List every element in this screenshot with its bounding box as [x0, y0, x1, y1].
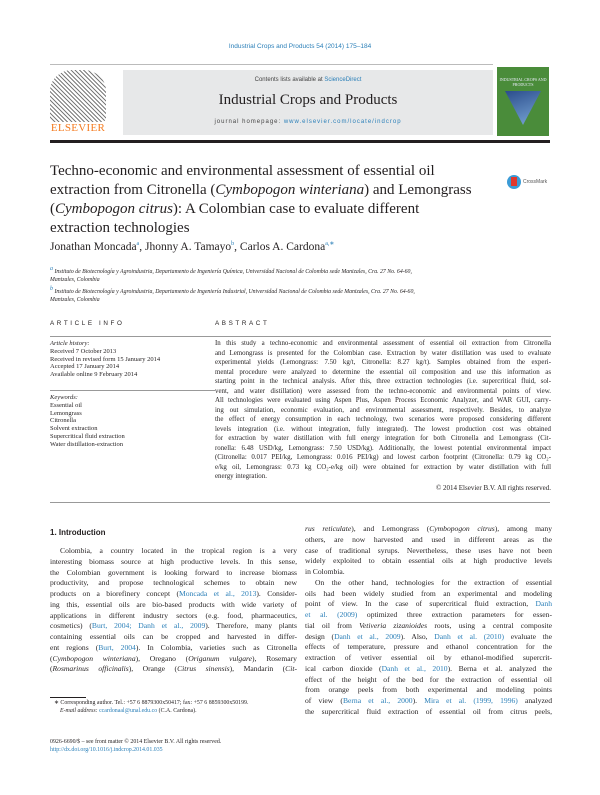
reference-link[interactable]: et al. (2009) — [305, 610, 358, 619]
text-line — [305, 578, 552, 589]
keyword: Solvent extraction — [50, 425, 98, 433]
abstract-line: ronella: 6.48 USD/kg, Lemongrass: 7.50 USD/kg). Additionally, the lowest potential environmental impact — [215, 444, 551, 452]
email-line: E-mail address: ccardonaal@unal.edu.co (C.A. Cardona). — [60, 708, 197, 715]
text-line — [305, 632, 552, 643]
abstract-line: for extraction by water distillation with full energy integration for both Citronella and Lemongrass (Cit- — [215, 435, 551, 442]
abstract-text — [215, 339, 551, 482]
doi-link[interactable]: http://dx.doi.org/10.1016/j.indcrop.2014.01.035 — [50, 747, 163, 754]
text-span: ). In Colombia, varieties such as Citronella — [135, 642, 297, 652]
email-link[interactable]: ccardonaal@unal.edu.co — [99, 708, 158, 715]
abstract-line: starting point in the technical analysis. After this, three extraction technologies (i.e. supercritical fluid, sol- — [215, 378, 551, 385]
crossmark-label: CrossMark — [523, 179, 548, 185]
sciencedirect-link[interactable]: ScienceDirect — [324, 77, 362, 83]
divider — [215, 336, 551, 337]
reference-link[interactable]: Berna et al., 2000 — [342, 696, 413, 705]
homepage-line — [123, 119, 493, 125]
keywords-label: Keywords: — [50, 394, 78, 401]
text-span: On the other hand, technologies for the extraction of essential — [315, 577, 552, 587]
text-line — [50, 181, 500, 200]
text-line — [305, 621, 552, 632]
text-span: the Colombian government is looking forward to increase biomass — [50, 567, 297, 577]
text-line — [50, 664, 297, 675]
tree-logo-icon — [50, 70, 106, 122]
text-span: extraction technologies — [50, 220, 190, 236]
text-line — [305, 535, 552, 546]
contents-line — [123, 77, 493, 83]
text-line — [50, 600, 297, 611]
text-line — [50, 621, 297, 632]
divider — [50, 336, 215, 337]
copyright: © 2014 Elsevier B.V. All rights reserved. — [435, 484, 551, 492]
article-info-heading: ARTICLE INFO — [50, 320, 125, 327]
text-span: ). — [412, 696, 425, 705]
text-span: evaluate the — [504, 631, 552, 641]
text-span: rus reticulate — [305, 524, 352, 533]
history-label: Article history: — [50, 340, 90, 347]
homepage-link[interactable]: www.elsevier.com/locate/indcrop — [283, 119, 402, 125]
text-span: design ( — [305, 631, 335, 641]
divider — [50, 390, 215, 391]
text-span: roots, using a central composite — [427, 620, 552, 630]
footnote-rule — [50, 697, 86, 698]
text-span: oils had been widely studied from an experimental and modeling — [305, 588, 552, 598]
text-span: ), Mandarin ( — [229, 664, 286, 674]
text-span: Cymbopogon citrus — [55, 201, 173, 217]
publisher-name: ELSEVIER — [50, 122, 106, 134]
reference-link[interactable]: Moncada et al., 2013 — [178, 589, 257, 598]
text-line — [50, 557, 297, 568]
text-span: the supercritical fluid extraction of essential oil from citrus peels, — [305, 706, 552, 716]
text-line — [305, 524, 552, 535]
text-line — [50, 654, 297, 665]
issn-block — [50, 738, 221, 755]
text-span: containing essential oils can be cropped and harvested in differ- — [50, 632, 297, 641]
abstract-line: mental procedure were analyzed to determine the essential oil composition and use this information as — [215, 368, 551, 376]
abstract-line: and Lemongrass is presented for the Colombian case. Extraction by water distillation was used to evaluate — [215, 349, 551, 357]
text-span: ent regions ( — [50, 642, 99, 652]
article-history — [50, 340, 160, 379]
reference-link[interactable]: Danh — [535, 599, 552, 609]
affiliation: $^b$ Instituto de Biotecnología y Agroindustria, Departamento de Ingeniería Industrial, Universidad Nacional de Colombia sede Manizales, Cra. 27 No. 64-60, Manizales, Colombia — [50, 285, 415, 303]
text-span: extraction from Citronella ( — [50, 182, 216, 198]
text-line — [305, 589, 552, 600]
corresponding-author: ∗ Corresponding author. Tel.: +57 6 8879300x50417; fax: +57 6 8859300x50199. — [54, 700, 249, 706]
text-span: case of traditional syrups. Nevertheless, these uses have not been — [305, 545, 552, 555]
text-span: Cymbopogon winteriana — [215, 182, 365, 198]
text-span: in Colombia. — [305, 567, 345, 576]
text-span: optimized three extraction parameters for essen- — [357, 610, 552, 619]
divider — [50, 64, 493, 65]
issn: 0926-6690/$ – see front matter © 2014 Elsevier B.V. All rights reserved. — [50, 739, 222, 745]
text-line — [50, 611, 297, 622]
contents-prefix: Contents lists available at — [254, 77, 325, 83]
text-span: effects of temperature, pressure and ethanol concentration for the — [305, 642, 552, 652]
crossmark-button[interactable] — [507, 175, 547, 189]
text-span: products on a biorefinery concept ( — [50, 589, 179, 598]
text-span: Origanum vulgare — [188, 653, 253, 663]
keyword: Water distillation-extraction — [50, 440, 123, 448]
abstract-line: experimental yields (Lemongrass: 7.50 kg/t, Citronella: 8.27 kg/t). Samples obtained from the experi- — [215, 359, 551, 366]
reference-link[interactable]: Mira et al. (1999, 1996) — [424, 696, 518, 705]
keyword: Essential oil — [50, 401, 82, 409]
text-span: Colombia, a country located in the tropical region is a very — [60, 546, 297, 555]
reference-link[interactable]: Burt, 2004 — [98, 642, 136, 652]
keyword: Lemongrass — [50, 409, 82, 417]
text-span: Cymbopogon winteriana — [52, 653, 136, 663]
text-span: ), Orange ( — [128, 664, 178, 674]
abstract-heading: ABSTRACT — [215, 320, 270, 327]
text-span: widely exploited to obtain essential oils at high productive levels — [305, 556, 552, 566]
abstract-line: the effect of energy consumption in each technology, two scenarios were proposed considering different — [215, 416, 551, 423]
text-line — [50, 200, 500, 219]
text-span: effect of the height of the bed for the extraction of essential oil — [305, 674, 552, 684]
author[interactable]: Jonathan Moncada$^a$ — [50, 240, 140, 253]
text-span: Cit- — [285, 664, 297, 674]
reference-link[interactable]: Danh et al. (2010) — [434, 631, 504, 641]
elsevier-logo[interactable] — [50, 70, 106, 135]
text-span: ), Oregano ( — [135, 653, 189, 663]
text-span: ( — [50, 664, 53, 674]
text-line — [50, 568, 297, 579]
text-span: interesting biomass source at high productive levels. In this sense, — [50, 556, 297, 566]
text-line — [305, 685, 552, 696]
text-span: ), among many — [494, 524, 552, 533]
author[interactable]: Jhonny A. Tamayo$^b$ — [144, 240, 235, 253]
text-span: ( — [50, 653, 53, 663]
text-span: ), and Lemongrass ( — [351, 524, 430, 533]
text-span: ing this, essential oils are bio-based products with wide variety of — [50, 599, 297, 609]
text-line — [305, 610, 552, 621]
text-span: ): A Colombian case to evaluate different — [172, 201, 420, 217]
abstract-line: In this study a techno-economic and environmental assessment of essential oil extraction from Citronella — [215, 340, 551, 347]
text-line — [305, 653, 552, 664]
text-line — [305, 696, 552, 707]
cover-image — [505, 91, 541, 125]
abstract-line: energy integration. — [215, 473, 267, 480]
text-line — [305, 707, 552, 718]
text-line — [50, 162, 500, 181]
text-line — [305, 567, 552, 578]
text-span: extraction of vetiver essential oil by ethanol-modified supercrit- — [305, 653, 552, 662]
reference-link[interactable]: Burt, 2004; Danh et al., 2009 — [91, 621, 206, 631]
text-line — [305, 675, 552, 686]
journal-header — [123, 70, 493, 135]
text-span: applications in different industry sectors (e.g. food, pharmaceutics, — [50, 610, 297, 620]
text-span: Vetiveria zizanioides — [359, 620, 428, 630]
history-item: Received in revised form 15 January 2014 — [50, 355, 161, 363]
article-title — [50, 162, 500, 238]
author-list: Jonathan Moncada$^a$, Jhonny A. Tamayo$^b$, Carlos A. Cardona$^{a,∗}$ — [50, 240, 335, 253]
section-heading: 1. Introduction — [50, 528, 106, 537]
text-span: ). Therefore, many plants — [205, 621, 297, 631]
text-span: tial oil from — [305, 620, 360, 630]
journal-title: Industrial Crops and Products — [218, 92, 398, 108]
text-line — [50, 589, 297, 600]
text-span: Techno-economic and environmental assessment of essential oil — [50, 163, 435, 179]
text-span: analyzed — [517, 696, 552, 705]
history-item: Available online 9 February 2014 — [50, 371, 138, 379]
text-span: Cymbopogon citrus — [429, 524, 495, 533]
text-line — [50, 578, 297, 589]
crossmark-icon — [507, 175, 521, 189]
keyword: Supercritical fluid extraction — [50, 432, 125, 440]
cover-title: INDUSTRIAL CROPS AND PRODUCTS — [499, 77, 547, 87]
text-span: Citrus sinensis — [177, 664, 230, 674]
text-line — [305, 546, 552, 557]
affiliations — [50, 265, 550, 304]
body-column-right — [305, 524, 552, 718]
footnote — [50, 699, 248, 716]
text-line — [50, 546, 297, 557]
text-span: from orange peels from both experimental and modeling points — [305, 685, 552, 695]
text-span: productivity, and propose technological schemes to obtain new — [50, 578, 297, 588]
homepage-label: journal homepage: — [214, 119, 284, 125]
text-span: Rosmarinus officinalis — [52, 664, 129, 674]
abstract-line: ing out simulation, economic evaluation, and environmental assessment, respectively. Besides, to analyze — [215, 406, 551, 414]
history-item: Accepted 17 January 2014 — [50, 363, 120, 371]
text-line — [50, 643, 297, 654]
text-span: of view ( — [305, 696, 343, 705]
text-span: ). Berna et al. analyzed the — [447, 663, 552, 673]
divider — [50, 502, 550, 503]
abstract-line: e/kg oil, Lemongrass: 0.73 kg CO₂-e/kg oil) were obtained for extraction by water distillation with full — [215, 463, 551, 471]
text-line — [305, 664, 552, 675]
text-line — [305, 556, 552, 567]
text-span: others, are now harvested and used in different areas as the — [305, 534, 552, 544]
abstract-line: (Citronella: 0.017 PEI/kg, Lemongrass: 0.016 PEI/kg) and lowest carbon footprint (Citronella: 0.79 kg CO₂- — [215, 454, 551, 461]
header-rule — [50, 140, 550, 143]
text-span: ( — [50, 201, 55, 217]
text-span: ). Also, — [400, 631, 435, 641]
text-span: point of view. In the case of supercritical fluid extraction, — [305, 599, 536, 609]
keywords — [50, 394, 125, 449]
journal-citation[interactable]: Industrial Crops and Products 54 (2014) 175–184 — [228, 43, 372, 50]
history-item: Received 7 October 2013 — [50, 347, 117, 355]
text-line — [50, 632, 297, 643]
text-span: ). Consider- — [256, 589, 297, 598]
text-line — [305, 599, 552, 610]
keyword: Citronella — [50, 417, 76, 425]
text-span: ) and Lemongrass — [364, 182, 472, 198]
reference-link[interactable]: Danh et al., 2010 — [381, 663, 448, 673]
journal-cover[interactable] — [497, 67, 549, 136]
abstract-line: levels integration (i.e. without integration, fully integrated). The lowest production cost was obtained — [215, 425, 551, 433]
text-span: cosmetics) ( — [50, 621, 92, 631]
text-line — [50, 219, 500, 238]
abstract-line: vent, and water distillation) were assessed from the techno-economic and environmental points of view. — [215, 387, 551, 395]
text-line — [305, 642, 552, 653]
text-span: ical carbon dioxide ( — [305, 663, 382, 673]
body-column-left — [50, 546, 297, 675]
affiliation: $^a$ Instituto de Biotecnología y Agroindustria, Departamento de Ingeniería Química, Universidad Nacional de Colombia sede Manizales, Cra. 27 No. 64-60, Manizales, Colombia — [50, 266, 412, 284]
reference-link[interactable]: Danh et al., 2009 — [334, 631, 401, 641]
author[interactable]: Carlos A. Cardona$^{a,∗}$ — [239, 240, 335, 253]
abstract-line: All technologies were evaluated using Aspen Plus, Aspen Process Economic Analyzer, and WAR GUI, carry- — [215, 397, 551, 404]
text-span: ), Rosemary — [252, 653, 297, 663]
